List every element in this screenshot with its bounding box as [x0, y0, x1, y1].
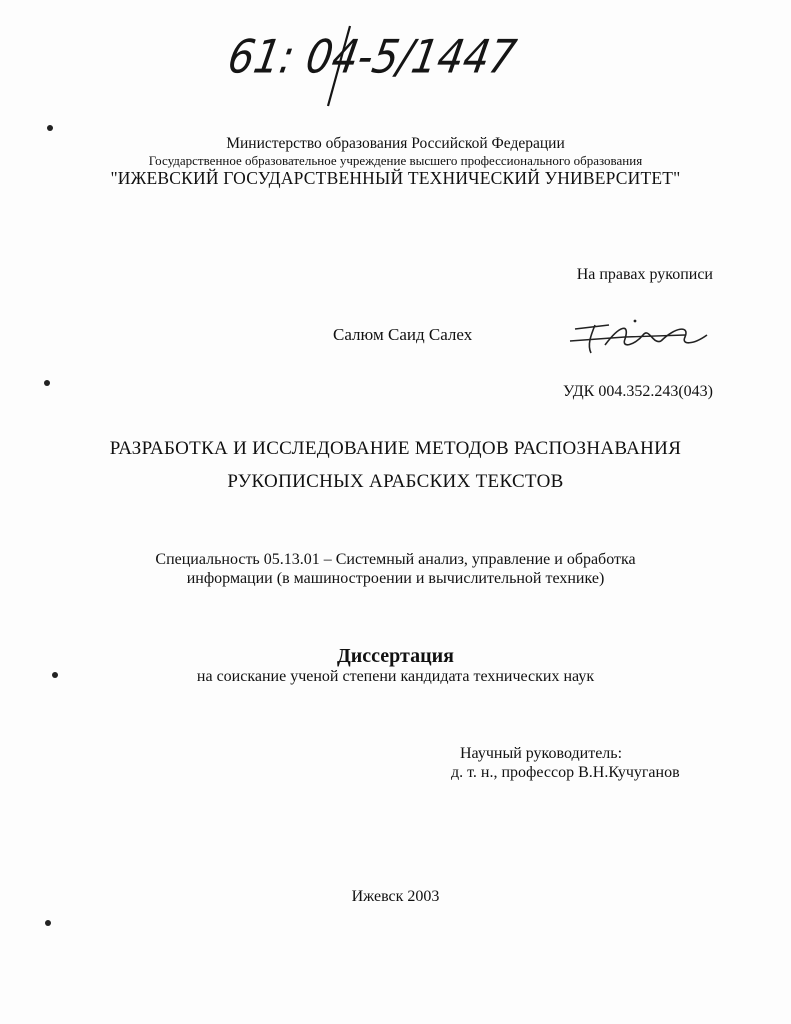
specialty-line-2: информации (в машиностроении и вычислительной технике) — [186, 570, 605, 587]
supervisor-label: Научный руководитель: — [460, 745, 623, 762]
institution-line: Государственное образовательное учреждение высшего профессионального образования — [148, 153, 643, 168]
binder-hole-mark — [44, 380, 50, 386]
binder-hole-mark — [47, 125, 53, 131]
udc-code: УДК 004.352.243(043) — [563, 383, 713, 400]
handwritten-archive-number — [224, 18, 520, 113]
svg-text:61: 04-5/1447: 61: 04-5/1447 — [224, 30, 520, 85]
university-name: "ИЖЕВСКИЙ ГОСУДАРСТВЕННЫЙ ТЕХНИЧЕСКИЙ УНИВЕРСИТЕТ" — [110, 168, 681, 188]
ministry-line: Министерство образования Российской Федерации — [226, 135, 565, 152]
city-year: Ижевск 2003 — [351, 888, 440, 905]
binder-hole-mark — [45, 920, 51, 926]
thesis-title-line-2: РУКОПИСНЫХ АРАБСКИХ ТЕКСТОВ — [227, 471, 564, 492]
author-signature — [565, 315, 710, 355]
thesis-title-line-1: РАЗРАБОТКА И ИССЛЕДОВАНИЕ МЕТОДОВ РАСПОЗНАВАНИЯ — [109, 438, 682, 459]
binder-hole-mark — [52, 672, 58, 678]
specialty-line-1: Специальность 05.13.01 – Системный анализ, управление и обработка — [155, 551, 636, 568]
author-name: Салюм Саид Салех — [333, 325, 473, 344]
degree-line: на соискание ученой степени кандидата технических наук — [196, 668, 595, 685]
dissertation-heading: Диссертация — [337, 645, 454, 667]
supervisor-name: д. т. н., профессор В.Н.Кучуганов — [451, 764, 680, 781]
manuscript-rights: На правах рукописи — [576, 266, 713, 283]
